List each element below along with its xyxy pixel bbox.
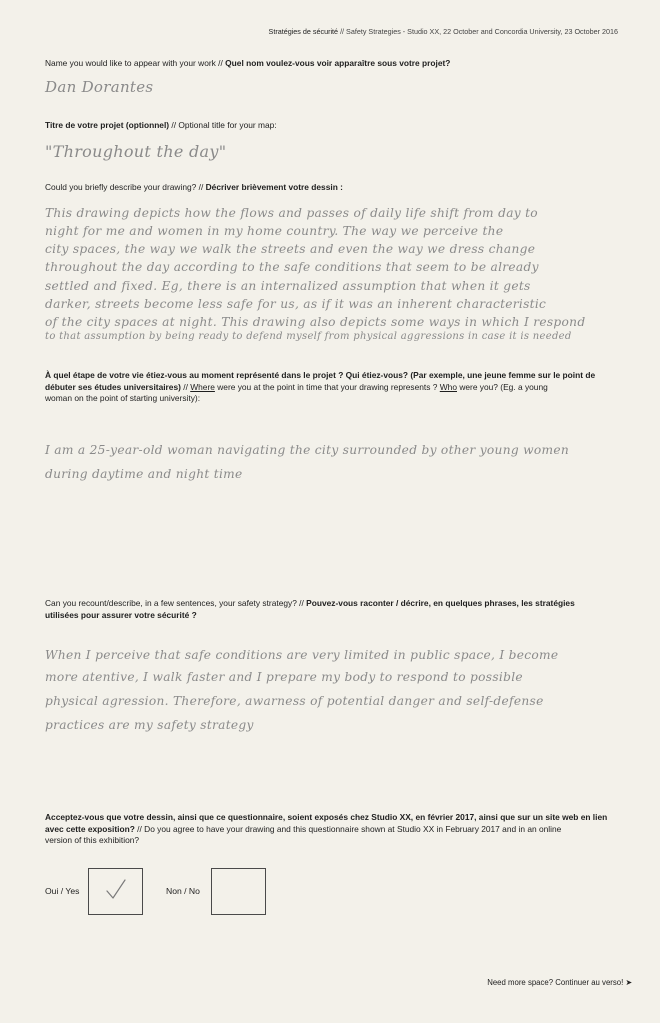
no-checkbox[interactable] <box>211 868 266 915</box>
yes-label: Oui / Yes <box>45 886 80 896</box>
stage-label-fr-1: À quel étape de votre vie étiez-vous au moment représenté dans le projet ? Qui étiez-vous? (Par exemple, une jeune femme sur le point de <box>45 370 596 380</box>
stage-question-label <box>45 370 625 405</box>
answer-line: settled and fixed. Eg, there is an internalized assumption that when it gets <box>45 279 531 293</box>
consent-label-en-2: version of this exhibition? <box>45 835 140 845</box>
answer-line: of the city spaces at night. This drawing also depicts some ways in which I respond <box>45 315 586 329</box>
consent-label-fr-1: Acceptez-vous que votre dessin, ainsi que ce questionnaire, soient exposés chez Studio XX, en février 2017, ainsi que sur un site web en lien <box>45 812 608 822</box>
answer-line: darker, streets become less safe for us, as if it was an inherent characteristic <box>45 297 547 311</box>
answer-line: practices are my safety strategy <box>45 718 254 732</box>
name-answer: Dan Dorantes <box>45 78 154 96</box>
stage-label-en-c: were you? (Eg. a young <box>459 381 548 392</box>
answer-line: during daytime and night time <box>45 467 243 481</box>
footer-note: Need more space? Continuer au verso! ➤ <box>487 978 632 987</box>
name-label-fr: Quel nom voulez-vous voir apparaître sous votre projet? <box>225 58 451 68</box>
answer-line: This drawing depicts how the flows and passes of daily life shift from day to <box>45 206 538 220</box>
name-question-label <box>45 58 450 70</box>
stage-label-sep: // <box>183 381 188 392</box>
stage-label-fr-2: débuter ses études universitaires) <box>45 381 181 392</box>
strategy-label-fr-2: utilisées pour assurer votre sécurité ? <box>45 609 197 620</box>
answer-line: I am a 25-year-old woman navigating the city surrounded by other young women <box>45 443 570 457</box>
answer-line: city spaces, the way we walk the streets and even the way we dress change <box>45 242 536 256</box>
no-label: Non / No <box>166 886 200 896</box>
stage-label-en-3: woman on the point of starting university): <box>45 393 201 403</box>
answer-line: When I perceive that safe conditions are very limited in public space, I become <box>45 648 559 662</box>
checkmark-icon <box>105 877 127 901</box>
header-title: Stratégies de sécurité <box>268 27 339 36</box>
title-answer: "Throughout the day" <box>45 142 227 161</box>
header-subtitle: // Safety Strategies - Studio XX, 22 October and Concordia University, 23 October 2016 <box>340 27 618 36</box>
describe-label-en: Could you briefly describe your drawing? // <box>45 182 204 192</box>
consent-label-fr-2: avec cette exposition? <box>45 823 135 834</box>
stage-label-where: Where <box>190 381 215 392</box>
stage-label-en-b: were you at the point in time that your drawing represents ? <box>217 381 438 392</box>
answer-line: to that assumption by being ready to defend myself from physical aggressions in case it is needed <box>45 331 572 342</box>
title-question-label <box>45 120 277 132</box>
answer-line: throughout the day according to the safe conditions that seem to be already <box>45 260 539 274</box>
answer-line: more atentive, I walk faster and I prepare my body to respond to possible <box>45 670 523 684</box>
describe-label-fr: Décriver brièvement votre dessin : <box>205 182 343 192</box>
consent-question-label <box>45 812 625 847</box>
consent-label-en-1: // Do you agree to have your drawing and this questionnaire shown at Studio XX in February 2017 and in an online <box>137 823 562 834</box>
strategy-label-fr-1: Pouvez-vous raconter / décrire, en quelques phrases, les stratégies <box>306 598 575 608</box>
answer-line: night for me and women in my home country. The way we perceive the <box>45 224 504 238</box>
answer-line: physical agression. Therefore, awarness of potential danger and self-defense <box>45 694 544 708</box>
name-label-en: Name you would like to appear with your work // <box>45 58 223 68</box>
strategy-question-label <box>45 598 625 621</box>
stage-label-who: Who <box>439 381 457 392</box>
title-label-en: // Optional title for your map: <box>171 120 277 130</box>
describe-question-label <box>45 182 343 194</box>
strategy-label-en: Can you recount/describe, in a few sentences, your safety strategy? // <box>45 598 304 608</box>
yes-checkbox[interactable] <box>88 868 143 915</box>
title-label-fr: Titre de votre projet (optionnel) <box>45 120 170 130</box>
page-header <box>269 27 618 36</box>
